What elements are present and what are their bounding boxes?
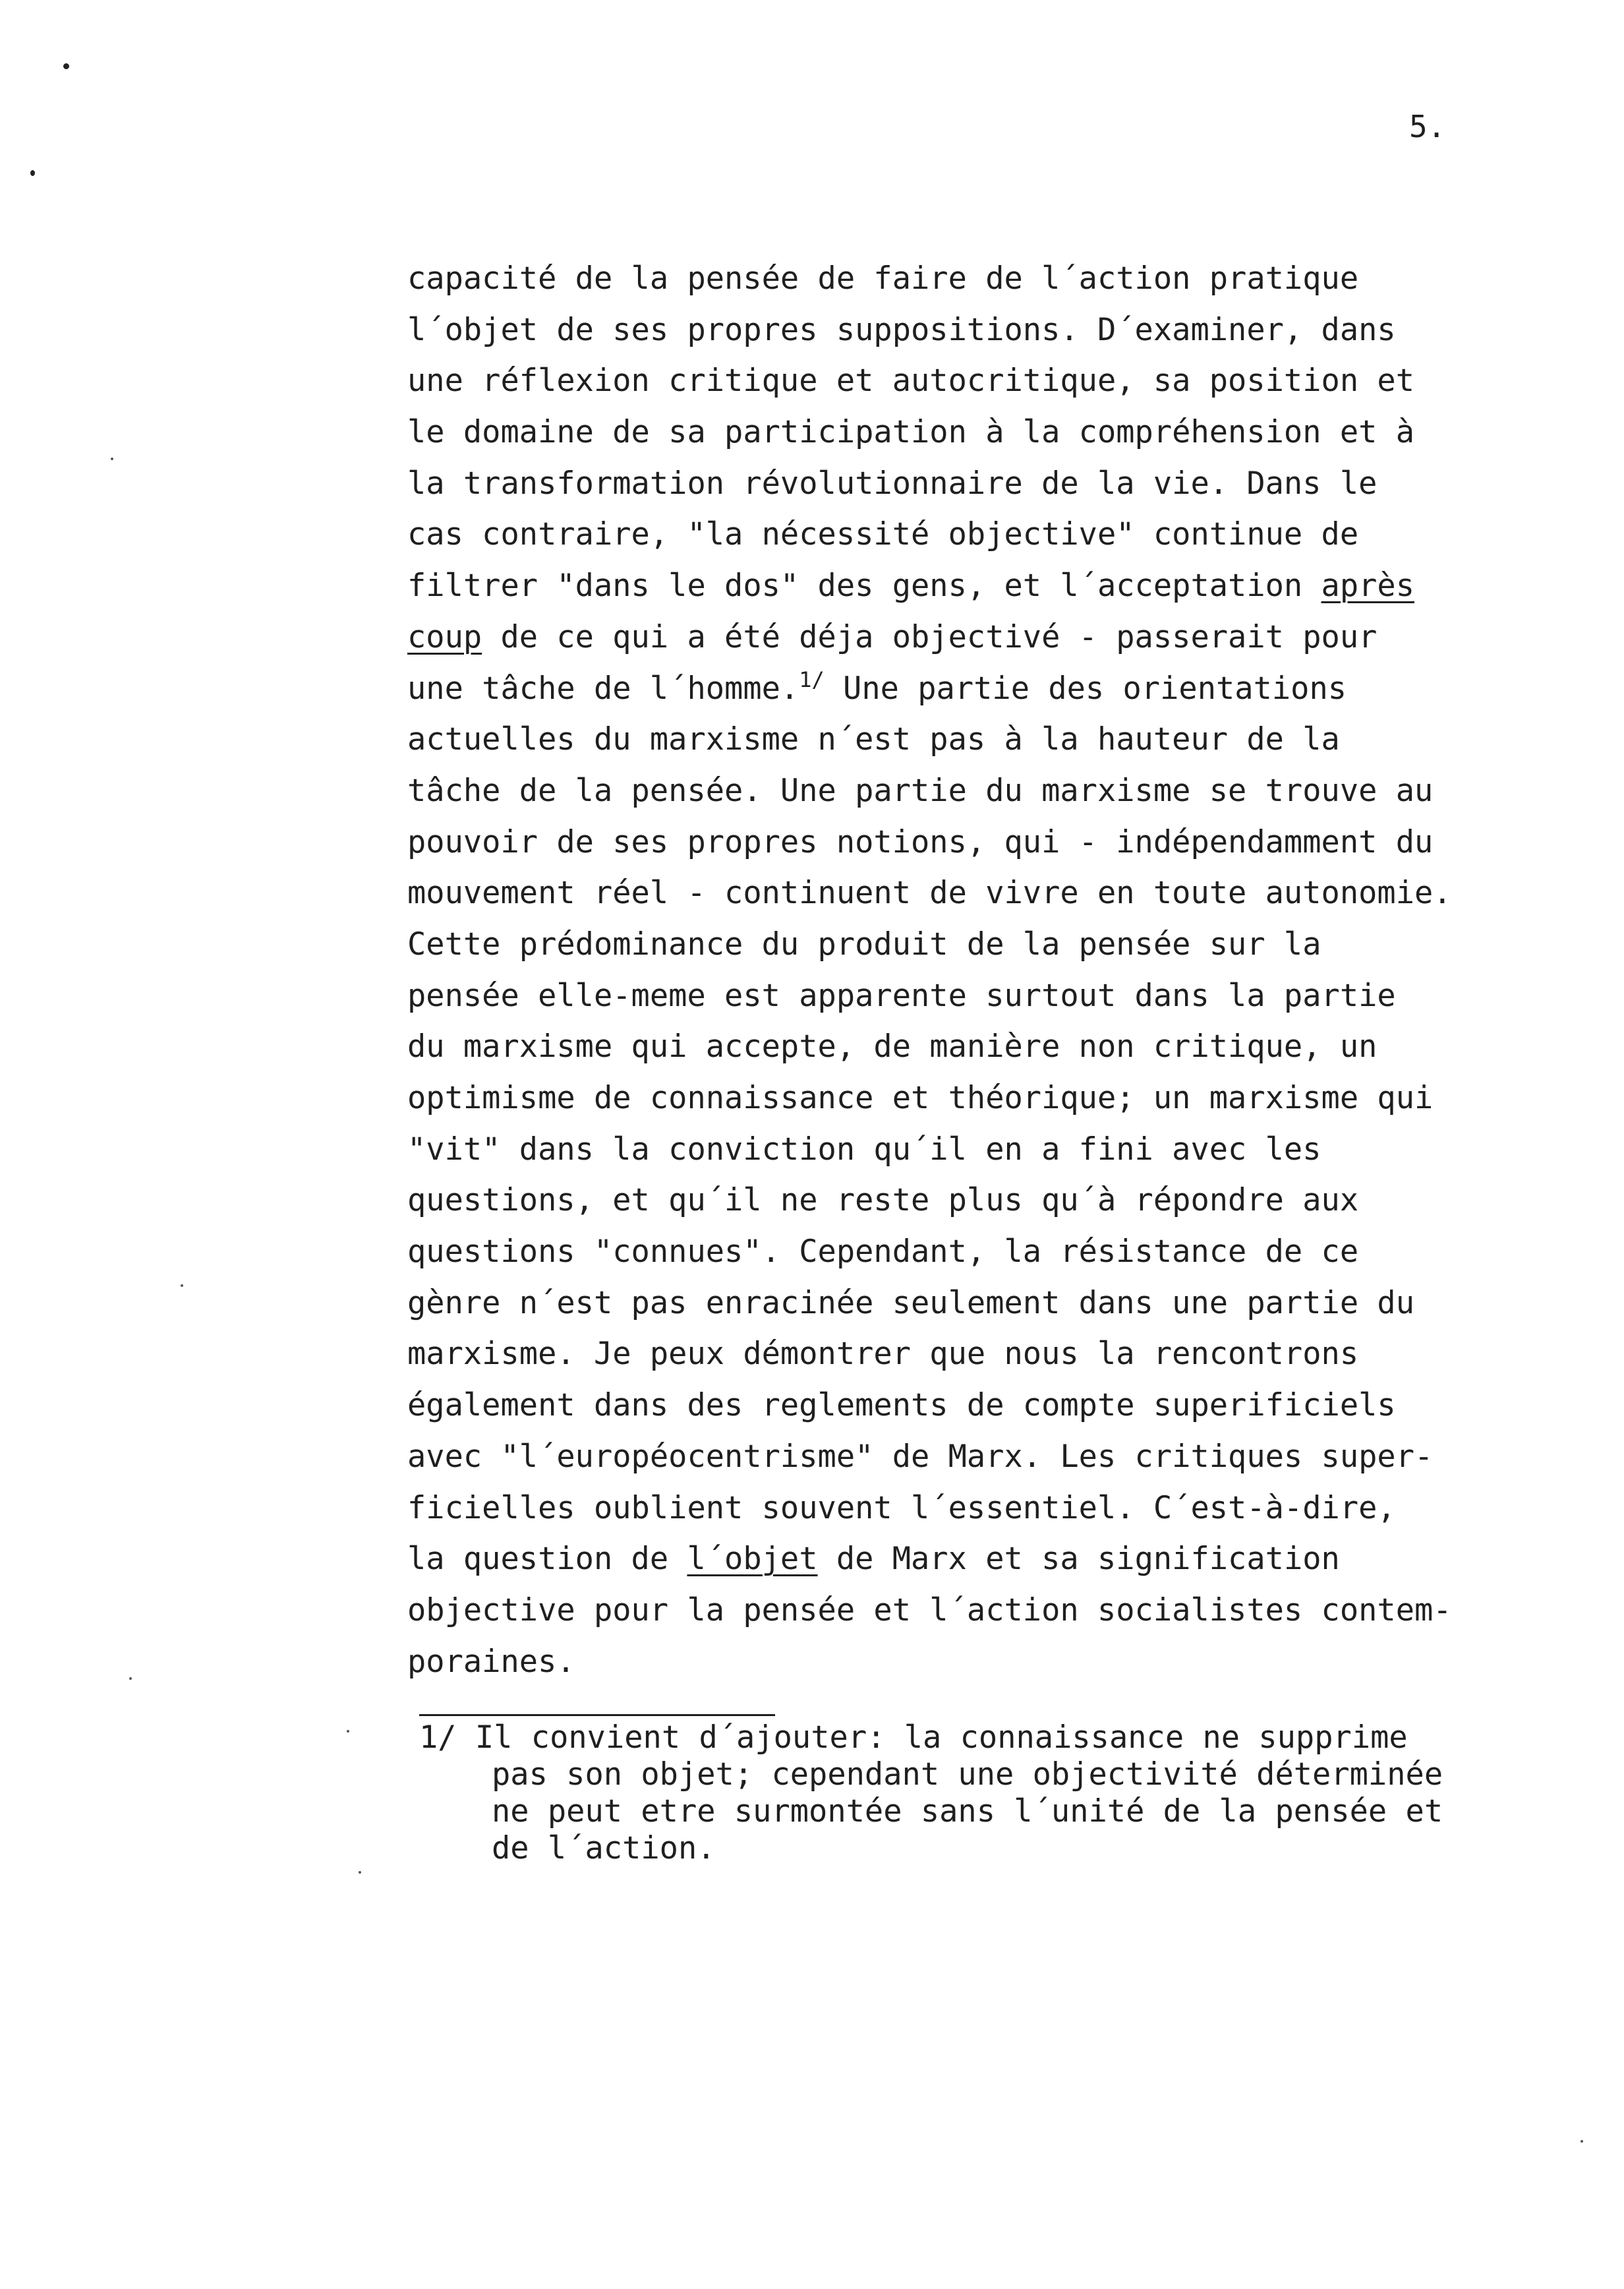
body-line-text: de Marx et sa signification — [817, 1541, 1340, 1578]
body-line: pensée elle-meme est apparente surtout dans la partie — [407, 977, 1396, 1014]
scan-speck — [129, 1677, 132, 1680]
body-line: du marxisme qui accepte, de manière non critique, un — [407, 1028, 1378, 1065]
underlined-word: coup — [407, 618, 482, 655]
body-line: gènre n´est pas enracinée seulement dans une partie du — [407, 1284, 1415, 1321]
body-line: la transformation révolutionnaire de la vie. Dans le — [407, 465, 1378, 502]
body-line-text: une tâche de l´homme. — [407, 670, 799, 707]
scan-speck — [181, 1284, 183, 1287]
body-line: cas contraire, "la nécessité objective" continue de — [407, 516, 1359, 553]
body-line-text: de ce qui a été déja objectivé - passerait pour — [482, 618, 1378, 655]
body-line: l´objet de ses propres suppositions. D´examiner, dans — [407, 311, 1396, 348]
underlined-word: l´objet — [687, 1541, 818, 1578]
body-line: le domaine de sa participation à la compréhension et à — [407, 414, 1415, 451]
body-line — [407, 612, 1594, 663]
body-line — [407, 1533, 1594, 1585]
body-line: optimisme de connaissance et théorique; un marxisme qui — [407, 1080, 1434, 1116]
body-line: capacité de la pensée de faire de l´action pratique — [407, 260, 1359, 297]
body-line: "vit" dans la conviction qu´il en a fini avec les — [407, 1131, 1321, 1168]
footnote-reference: 1/ — [799, 667, 825, 692]
body-line: marxisme. Je peux démontrer que nous la rencontrons — [407, 1336, 1359, 1373]
page-number: 5. — [1409, 109, 1446, 144]
scan-speck — [111, 458, 113, 460]
body-line: objective pour la pensée et l´action socialistes contem- — [407, 1591, 1452, 1628]
body-line-text: filtrer "dans le dos" des gens, et l´acceptation — [407, 568, 1321, 605]
footnote-line: pas son objet; cependant une objectivité déterminée — [492, 1756, 1443, 1793]
body-line-text: la question de — [407, 1541, 687, 1578]
footnote-line: ne peut etre surmontée sans l´unité de la pensée et — [492, 1793, 1443, 1829]
footnote-divider — [419, 1714, 775, 1716]
body-line: Cette prédominance du produit de la pensée sur la — [407, 926, 1321, 963]
footnote-line: 1/ Il convient d´ajouter: la connaissance ne supprime — [419, 1719, 1408, 1756]
body-text — [407, 253, 1594, 1687]
body-line: ficielles oublient souvent l´essentiel. C´est-à-dire, — [407, 1489, 1396, 1526]
scan-speck — [359, 1871, 361, 1874]
scan-speck — [30, 170, 35, 176]
scan-speck — [63, 63, 69, 69]
body-line: questions, et qu´il ne reste plus qu´à répondre aux — [407, 1182, 1359, 1219]
scan-speck — [347, 1730, 349, 1733]
body-line: également dans des reglements de compte superificiels — [407, 1387, 1396, 1424]
body-line: pouvoir de ses propres notions, qui - indépendamment du — [407, 823, 1434, 860]
body-line: poraines. — [407, 1643, 575, 1680]
body-line-text: Une partie des orientations — [824, 670, 1347, 707]
underlined-word: après — [1321, 568, 1415, 605]
body-line — [407, 663, 1594, 715]
body-line — [407, 560, 1594, 612]
body-line: mouvement réel - continuent de vivre en toute autonomie. — [407, 875, 1452, 912]
footnote-line: de l´action. — [492, 1830, 716, 1866]
body-line: une réflexion critique et autocritique, sa position et — [407, 363, 1415, 400]
body-line: avec "l´européocentrisme" de Marx. Les critiques super- — [407, 1438, 1434, 1475]
scan-speck — [1580, 2140, 1583, 2143]
body-line: actuelles du marxisme n´est pas à la hauteur de la — [407, 721, 1340, 758]
body-line: questions "connues". Cependant, la résistance de ce — [407, 1234, 1359, 1270]
footnote — [419, 1719, 1606, 1867]
body-line: tâche de la pensée. Une partie du marxisme se trouve au — [407, 772, 1434, 809]
